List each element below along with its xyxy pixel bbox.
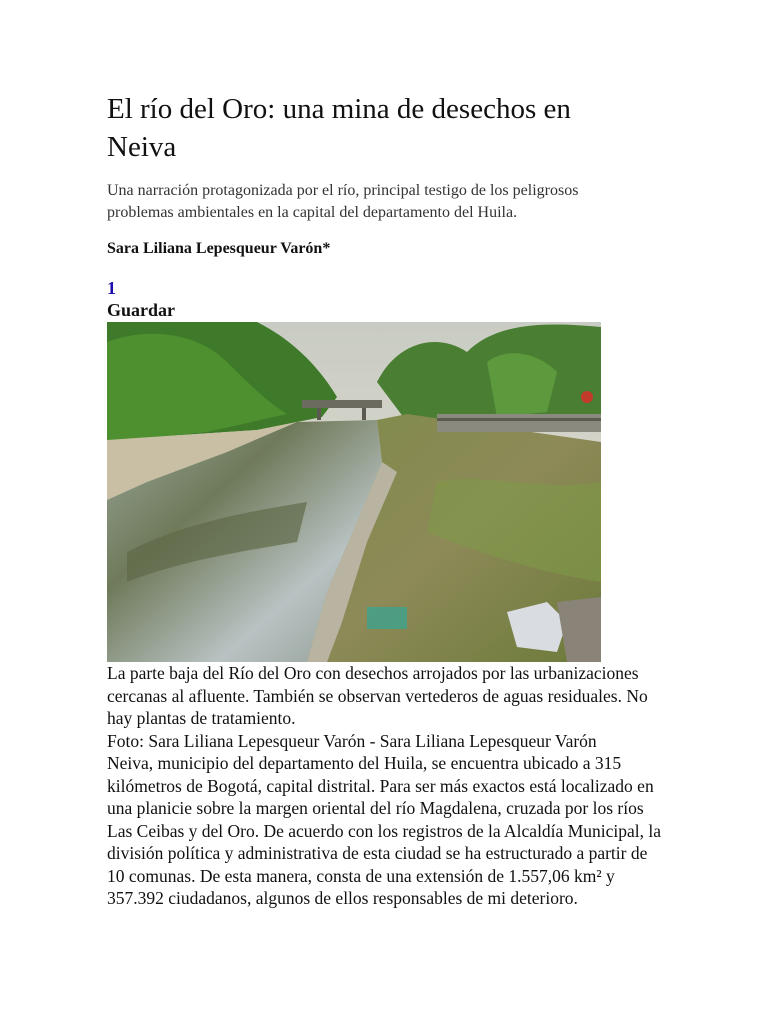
photo-credit: Foto: Sara Liliana Lepesqueur Varón - Sara Liliana Lepesqueur Varón <box>107 730 597 751</box>
article-body <box>107 662 667 910</box>
save-link[interactable]: Guardar <box>107 300 176 320</box>
share-count-link[interactable]: 1 <box>107 278 116 298</box>
article-lede: Una narración protagonizada por el río, principal testigo de los peligrosos problemas ambientales en la capital del departamento del Huila. <box>107 182 579 221</box>
article-title: El río del Oro: una mina de desechos en Neiva <box>107 93 571 163</box>
article-author: Sara Liliana Lepesqueur Varón* <box>107 240 331 257</box>
body-paragraph: Neiva, municipio del departamento del Huila, se encuentra ubicado a 315 kilómetros de Bogotá, capital distrital. Para ser más exactos está localizado en una planicie sobre la margen oriental del río Magdalena, cruzada por los ríos Las Ceibas y del Oro. De acuerdo con los registros de la Alcaldía Municipal, la división política y administrativa de esta ciudad se ha estructurado a partir de 10 comunas. De esta manera, consta de una extensión de 1.557,06 km² y 357.392 ciudadanos, algunos de ellos responsables de mi deterioro. <box>107 753 662 908</box>
river-photo <box>107 322 601 662</box>
photo-caption: La parte baja del Río del Oro con desechos arrojados por las urbanizaciones cercanas al afluente. También se observan vertederos de aguas residuales. No hay plantas de tratamiento. <box>107 663 648 728</box>
